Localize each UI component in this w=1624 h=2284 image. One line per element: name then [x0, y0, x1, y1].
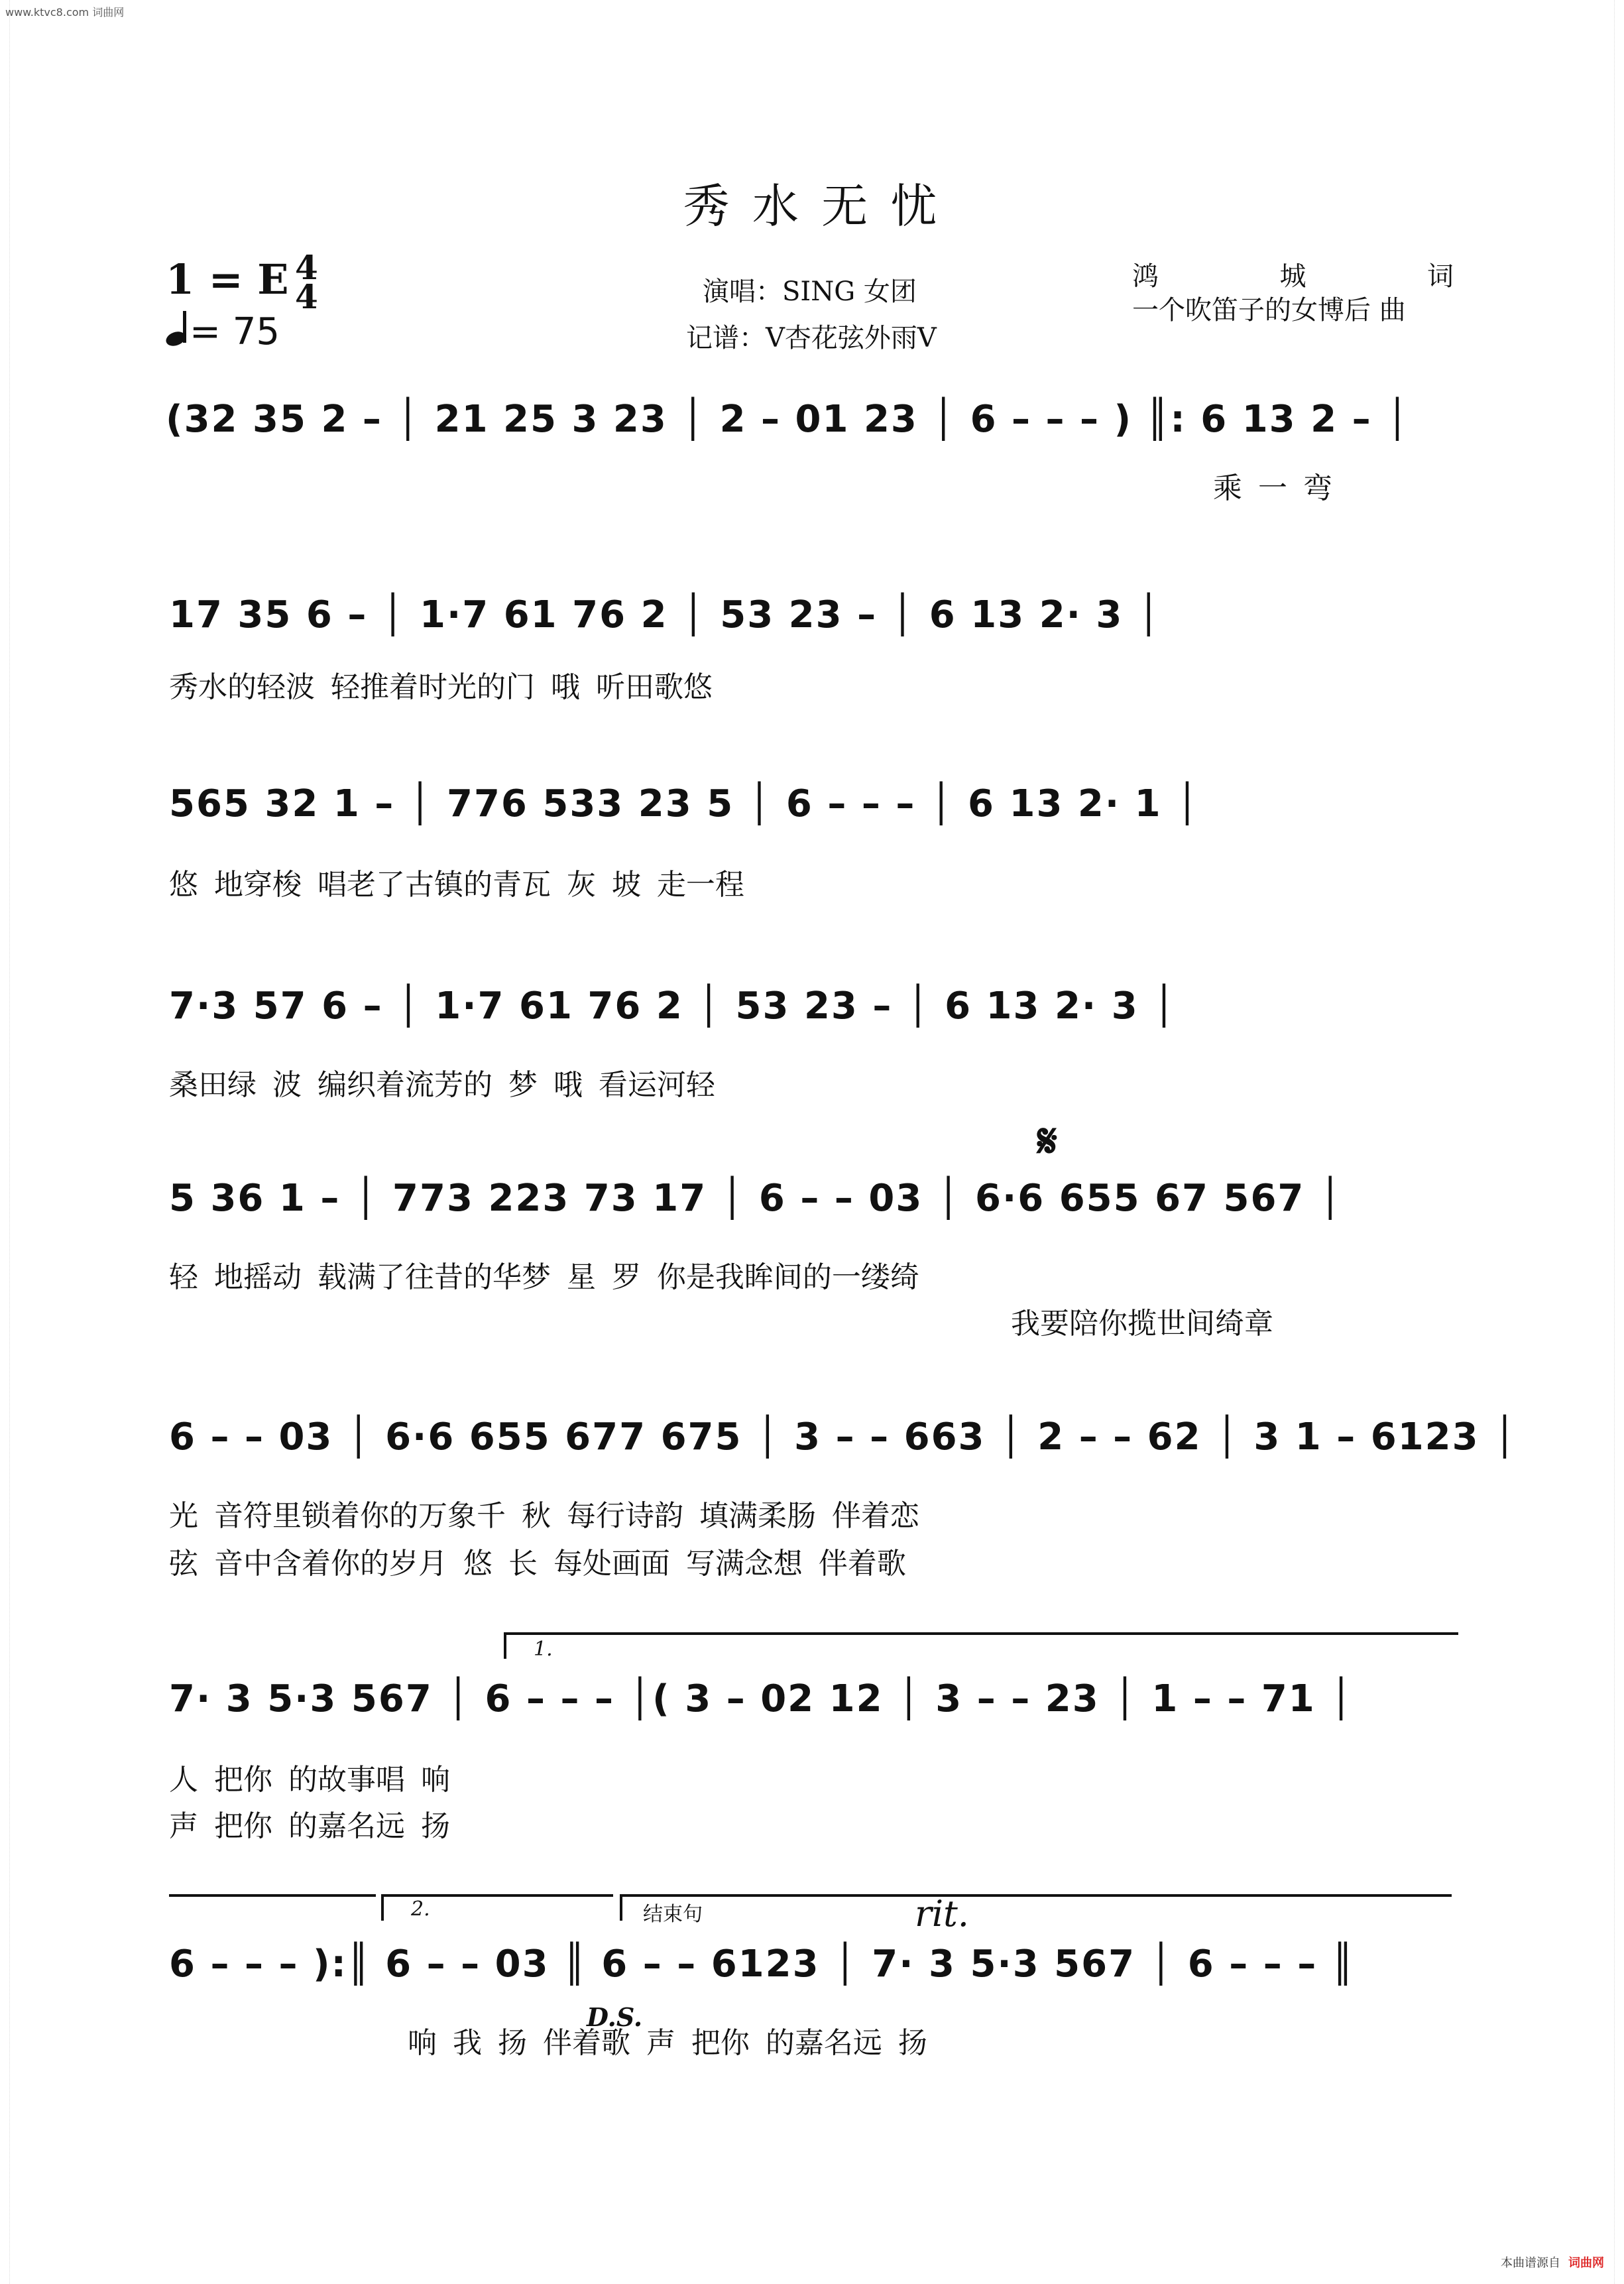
system-4-notes: 7·3 57 6 – │ 1·7 61 76 2 │ 53 23 – │ 6 13 2· 3 │ — [169, 985, 1177, 1028]
key-signature: 1 = E — [166, 255, 289, 304]
system-6-notes: 6 – – 03 │ 6·6 655 677 675 │ 3 – – 663 │ 2 – – 62 │ 3 1 – 6123 │ — [169, 1415, 1517, 1459]
volta-2-bracket — [381, 1894, 613, 1897]
system-2-lyrics: 秀水的轻波 轻推着时光的门 哦 听田歌悠 — [169, 670, 713, 704]
system-5-lyrics-verse-1: 轻 地摇动 载满了往昔的华梦 星 罗 你是我眸间的一缕绮 — [169, 1260, 919, 1294]
system-6-lyrics-verse-2: 弦 音中含着你的岁月 悠 长 每处画面 写满念想 伴着歌 — [169, 1547, 906, 1581]
time-signature-bottom: 4 — [295, 277, 318, 316]
ending-label: 结束句 — [643, 1903, 703, 1926]
quarter-note-icon — [166, 311, 190, 348]
system-2-notes: 17 35 6 – │ 1·7 61 76 2 │ 53 23 – │ 6 13 2· 3 │ — [169, 593, 1161, 636]
brand-label: 词曲网 — [1568, 2256, 1604, 2270]
right-margin-strip — [1614, 0, 1624, 2284]
system-8-notes: 6 – – – ):║ 6 – – 03 ║ 6 – – 6123 │ 7· 3 5·3 567 │ 6 – – – ║ — [169, 1943, 1356, 1986]
system-1-notes: (32 35 2 – │ 21 25 3 23 │ 2 – 01 23 │ 6 – – – ) ║: 6 13 2 – │ — [166, 398, 1410, 441]
song-title: 秀 水 无 忧 — [683, 179, 941, 233]
system-3-lyrics: 悠 地穿梭 唱老了古镇的青瓦 灰 坡 走一程 — [169, 868, 744, 902]
tempo-marking — [166, 310, 280, 353]
volta-1-label: 1. — [534, 1638, 553, 1661]
arranger-credit: 记谱：V杏花弦外雨V — [686, 323, 937, 353]
system-1-lyrics: 乘 一 弯 — [1213, 471, 1332, 505]
system-5-lyrics-verse-2: 我要陪你揽世间绮章 — [1011, 1307, 1273, 1341]
singer-credit: 演唱：SING 女团 — [703, 276, 917, 307]
site-watermark-top: www.ktvc8.com 词曲网 — [5, 6, 125, 19]
system-3-notes: 565 32 1 – │ 776 533 23 5 │ 6 – – – │ 6 13 2· 1 │ — [169, 782, 1200, 825]
tempo-value: = 75 — [190, 310, 280, 353]
system-7-lyrics-verse-1: 人 把你 的故事唱 响 — [169, 1763, 450, 1797]
time-signature-top: 4 — [295, 248, 318, 287]
dal-segno-mark: D.S. — [587, 2002, 643, 2032]
volta-1-bracket-end — [504, 1632, 506, 1659]
volta-1-bracket — [504, 1632, 1458, 1635]
left-margin-strip — [0, 0, 10, 2284]
segno-mark: 𝄋 — [1037, 1114, 1058, 1168]
repeat-bracket — [169, 1894, 376, 1897]
composer-credit: 一个吹笛子的女博后 曲 — [1132, 295, 1406, 326]
system-8-lyrics: 响 我 扬 伴着歌 声 把你 的嘉名远 扬 — [408, 2026, 927, 2060]
system-4-lyrics: 桑田绿 波 编织着流芳的 梦 哦 看运河轻 — [169, 1068, 715, 1102]
volta-2-label: 2. — [411, 1897, 430, 1921]
ritardando-mark: rit. — [915, 1893, 969, 1935]
system-6-lyrics-verse-1: 光 音符里锁着你的万象千 秋 每行诗韵 填满柔肠 伴着恋 — [169, 1499, 919, 1533]
system-5-notes: 5 36 1 – │ 773 223 73 17 │ 6 – – 03 │ 6·6 655 67 567 │ — [169, 1177, 1343, 1220]
volta-2-bracket-start — [381, 1894, 384, 1921]
system-7-notes: 7· 3 5·3 567 │ 6 – – – │( 3 – 02 12 │ 3 – – 23 │ 1 – – 71 │ — [169, 1677, 1354, 1720]
lyricist-credit: 鸿 城 词 — [1132, 261, 1454, 292]
source-label: 本曲谱源自 — [1501, 2256, 1560, 2270]
ending-bracket-start — [620, 1894, 622, 1921]
site-watermark-bottom — [1501, 2254, 1604, 2271]
time-signature — [295, 248, 318, 316]
ending-bracket — [620, 1894, 1452, 1897]
system-7-lyrics-verse-2: 声 把你 的嘉名远 扬 — [169, 1809, 450, 1843]
